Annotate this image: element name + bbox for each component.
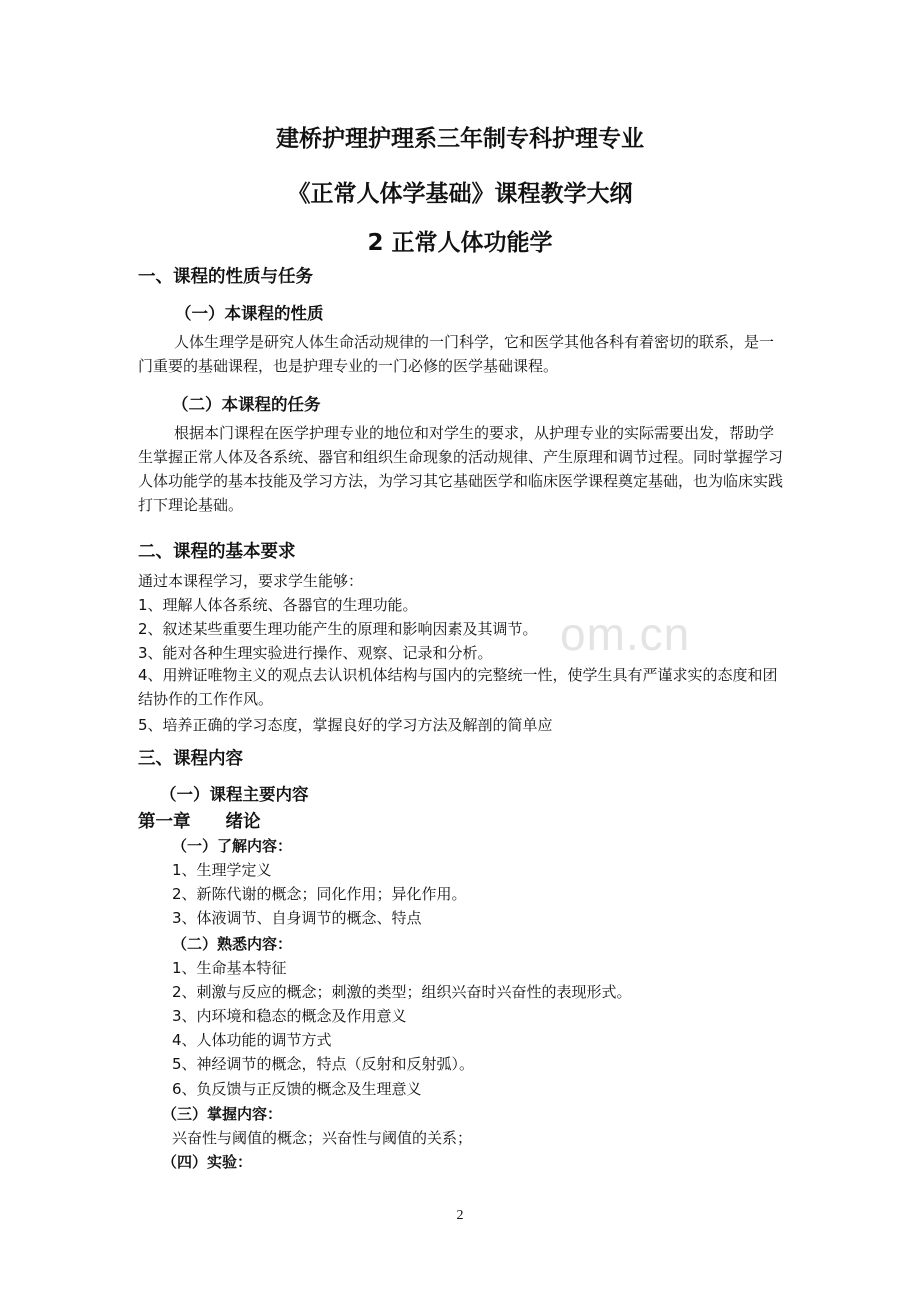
list-item: 3、能对各种生理实验进行操作、观察、记录和分析。 (138, 644, 493, 662)
list-item: 1、生命基本特征 (172, 959, 287, 977)
list-item: 3、体液调节、自身调节的概念、特点 (172, 909, 422, 927)
subheading-familiar: （二）熟悉内容： (172, 935, 293, 953)
list-item: 4、人体功能的调节方式 (172, 1031, 332, 1049)
paragraph-course-nature: 人体生理学是研究人体生命活动规律的一门科学，它和医学其他各科有着密切的联系，是一门重要的基础课程，也是护理专业的一门必修的医学基础课程。 (138, 333, 775, 375)
paragraph-course-tasks: 根据本门课程在医学护理专业的地位和对学生的要求，从护理专业的实际需要出发，帮助学生掌握正常人体及各系统、器官和组织生命现象的活动规律、产生原理和调节过程。同时掌握学习人体功能学的基本技能及学习方法，为学习其它基础医学和临床医学课程奠定基础，也为临床实践打下理论基础。 (138, 424, 784, 514)
list-item: 1、生理学定义 (172, 861, 272, 879)
list-item: 3、内环境和稳态的概念及作用意义 (172, 1007, 407, 1025)
requirements-intro: 通过本课程学习，要求学生能够： (138, 572, 364, 590)
master-content: 兴奋性与阈值的概念；兴奋性与阈值的关系； (172, 1129, 473, 1147)
subheading-course-tasks: （二）本课程的任务 (172, 395, 321, 414)
subheading-experiment: （四）实验： (162, 1153, 253, 1171)
subheading-know: （一）了解内容： (172, 837, 293, 855)
list-item: 2、刺激与反应的概念；刺激的类型；组织兴奋时兴奋性的表现形式。 (172, 983, 632, 1001)
section-heading-basic-requirements: 二、课程的基本要求 (138, 542, 296, 562)
subheading-master: （三）掌握内容： (162, 1105, 283, 1123)
subheading-course-nature: （一）本课程的性质 (175, 304, 324, 323)
list-item: 2、新陈代谢的概念；同化作用；异化作用。 (172, 885, 467, 903)
doc-title-line1: 建桥护理护理系三年制专科护理专业 (276, 126, 644, 152)
doc-title-line2: 《正常人体学基础》课程教学大纲 (287, 181, 633, 207)
watermark: om.cn (560, 608, 691, 660)
list-item: 5、培养正确的学习态度，掌握良好的学习方法及解剖的简单应 (138, 716, 553, 734)
list-item: 6、负反馈与正反馈的概念及生理意义 (172, 1080, 422, 1098)
list-item: 5、神经调节的概念，特点（反射和反射弧）。 (172, 1055, 475, 1073)
chapter-heading: 第一章 绪论 (138, 812, 261, 832)
list-item: 4、用辨证唯物主义的观点去认识机体结构与国内的完整统一性，使学生具有严谨求实的态度和团结协作的工作作风。 (138, 666, 778, 708)
section-heading-nature-tasks: 一、课程的性质与任务 (138, 267, 313, 287)
subheading-main-content: （一）课程主要内容 (160, 785, 309, 804)
list-item: 2、叙述某些重要生理功能产生的原理和影响因素及其调节。 (138, 620, 538, 638)
doc-title-line3: 2 正常人体功能学 (367, 230, 553, 256)
section-heading-course-content: 三、课程内容 (138, 749, 243, 769)
list-item: 1、理解人体各系统、各器官的生理功能。 (138, 596, 418, 614)
page-number: 2 (456, 1208, 464, 1223)
